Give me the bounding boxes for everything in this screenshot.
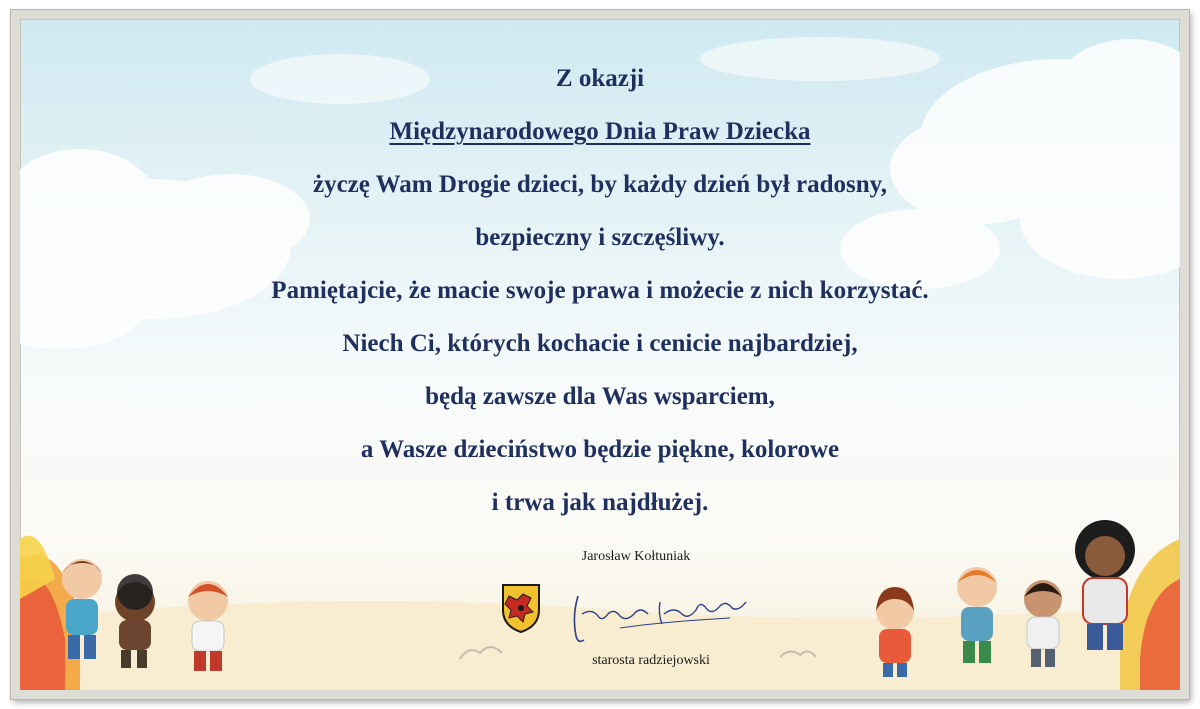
signer-title: starosta radziejowski [592,653,710,668]
greeting-line-5: Pamiętajcie, że macie swoje prawa i możecie z nich korzystać. [271,277,929,304]
child-figure [876,587,914,677]
greeting-line-8: a Wasze dzieciństwo będzie piękne, kolorowe [360,436,840,463]
greeting-line-3: życzę Wam Drogie dzieci, by każdy dzień był radosny, [312,171,888,198]
child-figure [188,581,228,671]
greeting-line-2-text: Międzynarodowego Dnia Praw Dziecka [389,118,811,145]
greeting-card-frame [11,10,1189,699]
child-figure [1075,520,1135,650]
child-figure [62,559,102,659]
greeting-line-7: będą zawsze dla Was wsparciem, [425,383,775,410]
greeting-line-1: Z okazji [555,65,645,92]
signer-name: Jarosław Kołtuniak [581,549,691,564]
greeting-line-4: bezpieczny i szczęśliwy. [475,224,725,251]
child-figure [1024,580,1062,667]
children-illustration [20,19,1180,690]
greeting-line-6: Niech Ci, których kochacie i cenicie najbardziej, [342,330,858,357]
child-figure [957,567,997,663]
greeting-line-9: i trwa jak najdłużej. [491,489,709,516]
child-figure [115,574,155,668]
